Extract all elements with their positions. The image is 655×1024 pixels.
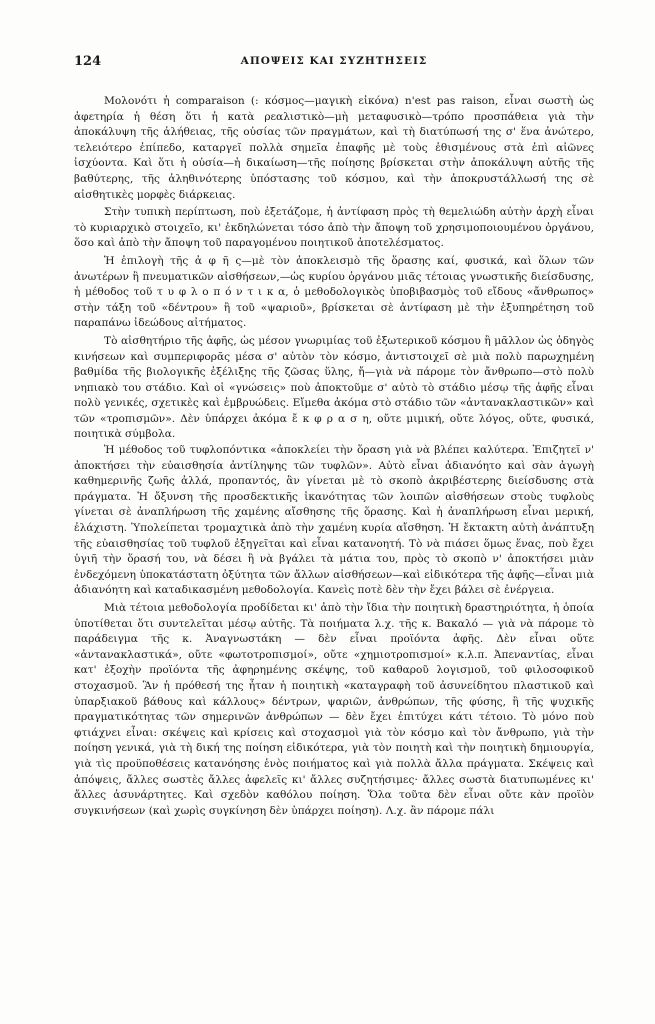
paragraph: Μιὰ τέτοια μεθοδολογία προδίδεται κι' ἀπὸ τὴν ἴδια τὴν ποιητικὴ δραστηριότητα, ἡ ὁποία ὑποτίθεται ὅτι συντελεῖται μέσῳ αὐτῆς. Τὰ ποιήματα λ.χ. τῆς κ. Βακαλό — γιὰ νὰ πάρομε τὸ παράδειγμα τῆς κ. Ἀναγνωστάκη — δὲν εἶναι προϊόντα ἀφῆς. Δὲν εἶναι οὔτε «ἀντανακλαστικά», οὔτε «φωτοτροπισμοί», οὔτε «χημιοτροπισμοί» κ.λ.π. Ἀπεναντίας, εἶναι κατ' ἐξοχὴν προϊόντα τῆς ἀφηρημένης σκέψης, τοῦ καθαροῦ λογισμοῦ, τοῦ φιλοσοφικοῦ στοχασμοῦ. Ἂν ἡ πρόθεσή της ἦταν ἡ ποιητικὴ «καταγραφὴ τοῦ ἀσυνείδητου πλαστικοῦ καὶ ὑπαρξιακοῦ βάθους καὶ κάλλους» δέντρων, ψαριῶν, ἀνθρώπων, τῆς φύσης, ἢ τῆς ψυχικῆς πραγματικότητας τῶν σημερινῶν ἀνθρώπων — δὲν ἔχει ἐπιτύχει κάτι τέτοιο. Τὸ μόνο ποὺ φτιάχνει εἶναι: σκέψεις καὶ κρίσεις καὶ στοχασμοὶ γιὰ τὸν κόσμο καὶ τὸν ἄνθρωπο, γιὰ τὴν ποίηση γενικά, γιὰ τὴ δική της ποίηση εἰδικότερα, γιὰ τὸν ποιητὴ καὶ τὴν ποιητικὴ δημιουργία, γιὰ τὶς προϋποθέσεις κατανόησης ἑνὸς ποιήματος καὶ γιὰ πολλὰ ἄλλα πράγματα. Σκέψεις καὶ ἀπόψεις, ἄλλες σωστὲς ἄλλες ἀφελεῖς κι' ἄλλες συζητήσιμες· ἄλλες σωστὰ διατυπωμένες κι' ἄλλες ἀσυνάρτητες. Καὶ σχεδὸν καθόλου ποίηση. Ὅλα τοῦτα δὲν εἶναι οὔτε κὰν προϊὸν συγκινήσεων (καὶ χωρὶς συγκίνηση δὲν ὑπάρχει ποίηση). Λ.χ. ἂν πάρομε πάλι (74, 602, 594, 817)
paragraph: Στὴν τυπικὴ περίπτωση, ποὺ ἐξετάζομε, ἡ ἀντίφαση πρὸς τὴ θεμελιώδη αὐτὴν ἀρχὴ εἶναι τὸ κυριαρχικὸ στοιχεῖο, κι' ἐκδηλώνεται τόσο ἀπὸ τὴν ἄποψη τοῦ χρησιμοποιουμένου ὀργάνου, ὅσο καὶ ἀπὸ τὴν ἄποψη τοῦ παραγομένου ποιητικοῦ ἀποτελέσματος. (74, 206, 594, 250)
paragraph: Ἡ μέθοδος τοῦ τυφλοπόντικα «ἀποκλείει τὴν ὅραση γιὰ νὰ βλέπει καλύτερα. Ἐπιζητεῖ ν' ἀποκτήσει τὴν εὐαισθησία ἀντίληψης τῶν τυφλῶν». Αὐτὸ εἶναι ἀδιανόητο καὶ σὰν ἀγωγὴ καθημερινῆς ζωῆς ἀλλά, προπαντός, ἂν γίνεται μὲ τὸ σκοπὸ ἀκριβέστερης διείσδυσης στὰ πράγματα. Ἡ ὄξυνση τῆς προσδεκτικῆς ἱκανότητας τῶν λοιπῶν αἰσθήσεων στοὺς τυφλοὺς γίνεται σὲ ἀναπλήρωση τῆς χαμένης αἴσθησης τῆς ὅρασης. Καὶ ἡ ἀναπλήρωση εἶναι μερική, ἐλάχιστη. Ὑπολείπεται τρομαχτικὰ ἀπὸ τὴν χαμένη κυρία αἴσθηση. Ἡ ἔκτακτη αὐτὴ ἀνάπτυξη τῆς εὐαισθησίας τοῦ τυφλοῦ ἐξηγεῖται καὶ εἶναι κατανοητή. Τὸ νὰ πιάσει ὅμως ἕνας, ποὺ ἔχει ὑγιῆ τὴν ὅρασή του, νὰ δέσει ἢ νὰ βγάλει τὰ μάτια του, πρὸς τὸ σκοπὸ ν' ἀποκτήσει μιὰν ἐνδεχόμενη ὑποκατάστατη ὀξύτητα τῶν ἄλλων αἰσθήσεων—καὶ εἰδικότερα τῆς ἀφῆς—εἶναι μιὰ ἀδιανόητη καὶ καταδικασμένη μεθοδολογία. Κανεὶς ποτὲ δὲν τὴν ἔχει βάλει σὲ ἐνέργεια. (74, 444, 594, 597)
paragraph: Μολονότι ἡ comparaison (: κόσμος—μαγικὴ εἰκόνα) n'est pas raison, εἶναι σωστὴ ὡς ἀφετηρία ἡ θέση ὅτι ἡ κατὰ ρεαλιστικὸ—μὴ μεταφυσικὸ—τρόπο προσπάθεια γιὰ τὴν ἀποκάλυψη τῆς ἀλήθειας, τῆς οὐσίας τῶν πραγμάτων, καὶ τὴ διατύπωσή της σ' ἕνα ἀνώτερο, τελειότερο ἐπίπεδο, καταργεῖ πολλὰ σημεῖα ἐπαφῆς μὲ τοὺς ἐθισμένους στὰ ἐπὶ αἰῶνες ἰσχύοντα. Καὶ ὅτι ἡ οὐσία—ἡ δικαίωση—τῆς ποίησης βρίσκεται στὴν ἀποκάλυψη αὐτῆς τῆς βαθύτερης, τῆς ἀληθινότερης ὑπόστασης τοῦ κόσμου, καὶ τὴν ἀποκρυστάλλωσή της σὲ αἰσθητικὲς μορφὲς διάρκειας. (74, 95, 594, 201)
page-header (74, 54, 594, 72)
page-number: 124 (74, 54, 102, 69)
paragraph: Ἡ ἐπιλογὴ τῆς ἀ φ ῆ ς—μὲ τὸν ἀποκλεισμὸ τῆς ὅρασης καί, φυσικά, καὶ ὅλων τῶν ἀνωτέρων ἢ πνευματικῶν αἰσθήσεων,—ὡς κυρίου ὀργάνου μιᾶς τέτοιας γνωστικῆς διείσδυσης, ἡ μέθοδος τοῦ τ υ φ λ ο π ό ν τ ι κ α, ὁ μεθοδολογικὸς ὑποβιβασμὸς τοῦ εἴδους «ἄνθρωπος» στὴν τάξη τοῦ «δέντρου» ἢ τοῦ «ψαριοῦ», βρίσκεται σὲ ἀντίφαση μὲ τὴν ἐξυπηρέτηση τοῦ παραπάνω ἰδεώδους αἰτήματος. (74, 254, 594, 330)
paragraph: Τὸ αἰσθητήριο τῆς ἀφῆς, ὡς μέσον γνωριμίας τοῦ ἐξωτερικοῦ κόσμου ἢ μᾶλλον ὡς ὁδηγὸς κινήσεων καὶ συμπεριφορᾶς μέσα σ' αὐτὸν τὸν κόσμο, ἀντιστοιχεῖ σὲ μιὰ πολὺ παρωχημένη βαθμίδα τῆς βιολογικῆς ἐξέλιξης τῆς ζῶσας ὕλης, ἤ—γιὰ νὰ πάρομε τὸν ἄνθρωπο—στὸ πολὺ νηπιακὸ του στάδιο. Καὶ οἱ «γνώσεις» ποὺ ἀποκτοῦμε σ' αὐτὸ τὸ στάδιο μέσῳ τῆς ἀφῆς εἶναι πολὺ γενικές, σχετικὲς καὶ ἐμβρυώδεις. Εἴμεθα ἀκόμα στὸ στάδιο τῶν «ἀντανακλαστικῶν» καὶ τῶν «τροπισμῶν». Δὲν ὑπάρχει ἀκόμα ἔ κ φ ρ α σ η, οὔτε μιμική, οὔτε λόγος, οὔτε, φυσικά, ποιητικὰ σύμβολα. (74, 334, 594, 441)
body-text (74, 94, 594, 819)
running-head: ΑΠΟΨΕΙΣ ΚΑΙ ΣΥΖΗΤΗΣΕΙΣ (240, 55, 428, 67)
